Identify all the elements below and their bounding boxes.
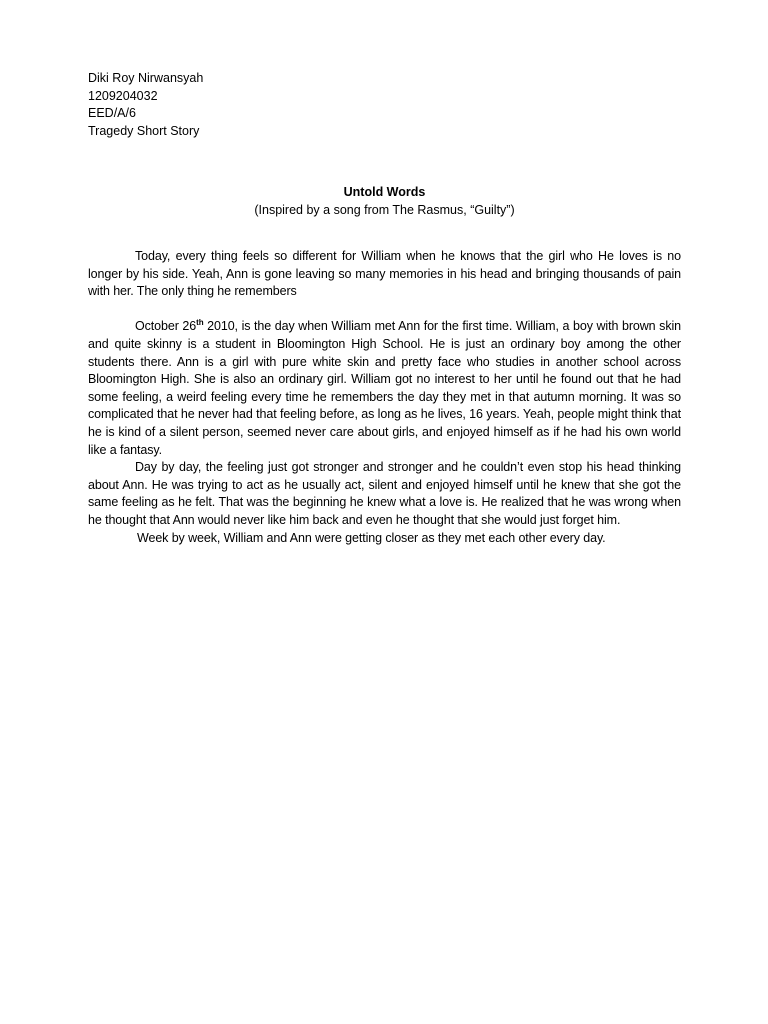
paragraph-3: Day by day, the feeling just got stronger and stronger and he couldn’t even stop his head thinking about Ann. He was trying to act as he usually act, silent and enjoyed himself until he knew that she got the same feeling as he felt. That was the beginning he knew what a love is. He realized that he was wrong when he thought that Ann would never like him back and even he thought that she would just forget him.: [88, 460, 681, 527]
assignment-type: Tragedy Short Story: [88, 123, 200, 138]
paragraph-2-text: 2010, is the day when William met Ann for the first time. William, a boy with brown skin and quite skinny is a student in Bloomington High School. He is just an ordinary boy among the other students there. Ann is a girl with pure white skin and pretty face who studies in another school across Bloomington High. She is also an ordinary girl. William got no interest to her until he found out that he had some feeling, a weird feeling every time he remembers the day they met in that autumn morning. It was so complicated that he never had that feeling before, as long as he lives, 16 years. Yeah, people might think that he is kind of a silent person, seemed never care about girls, and enjoyed himself as if he had his own world like a fantasy.: [88, 319, 681, 457]
ordinal-suffix: th: [196, 318, 204, 328]
student-id: 1209204032: [88, 88, 158, 103]
class-code: EED/A/6: [88, 106, 136, 121]
story-body: [88, 248, 681, 547]
paragraph-4: Week by week, William and Ann were getting closer as they met each other every day.: [137, 530, 606, 545]
paragraph-1: Today, every thing feels so different for William when he knows that the girl who He loves is no longer by his side. Yeah, Ann is gone leaving so many memories in his head and bringing thousands of pain with her. The only thing he remembers: [88, 249, 681, 299]
paragraph-2: [88, 318, 681, 459]
story-subtitle: (Inspired by a song from The Rasmus, “Guilty”): [254, 202, 515, 217]
story-heading: [88, 184, 681, 219]
author-info: [88, 70, 203, 140]
paragraph-2-date: October 26: [135, 319, 197, 334]
story-title: Untold Words: [343, 185, 426, 199]
author-name: Diki Roy Nirwansyah: [88, 71, 204, 85]
